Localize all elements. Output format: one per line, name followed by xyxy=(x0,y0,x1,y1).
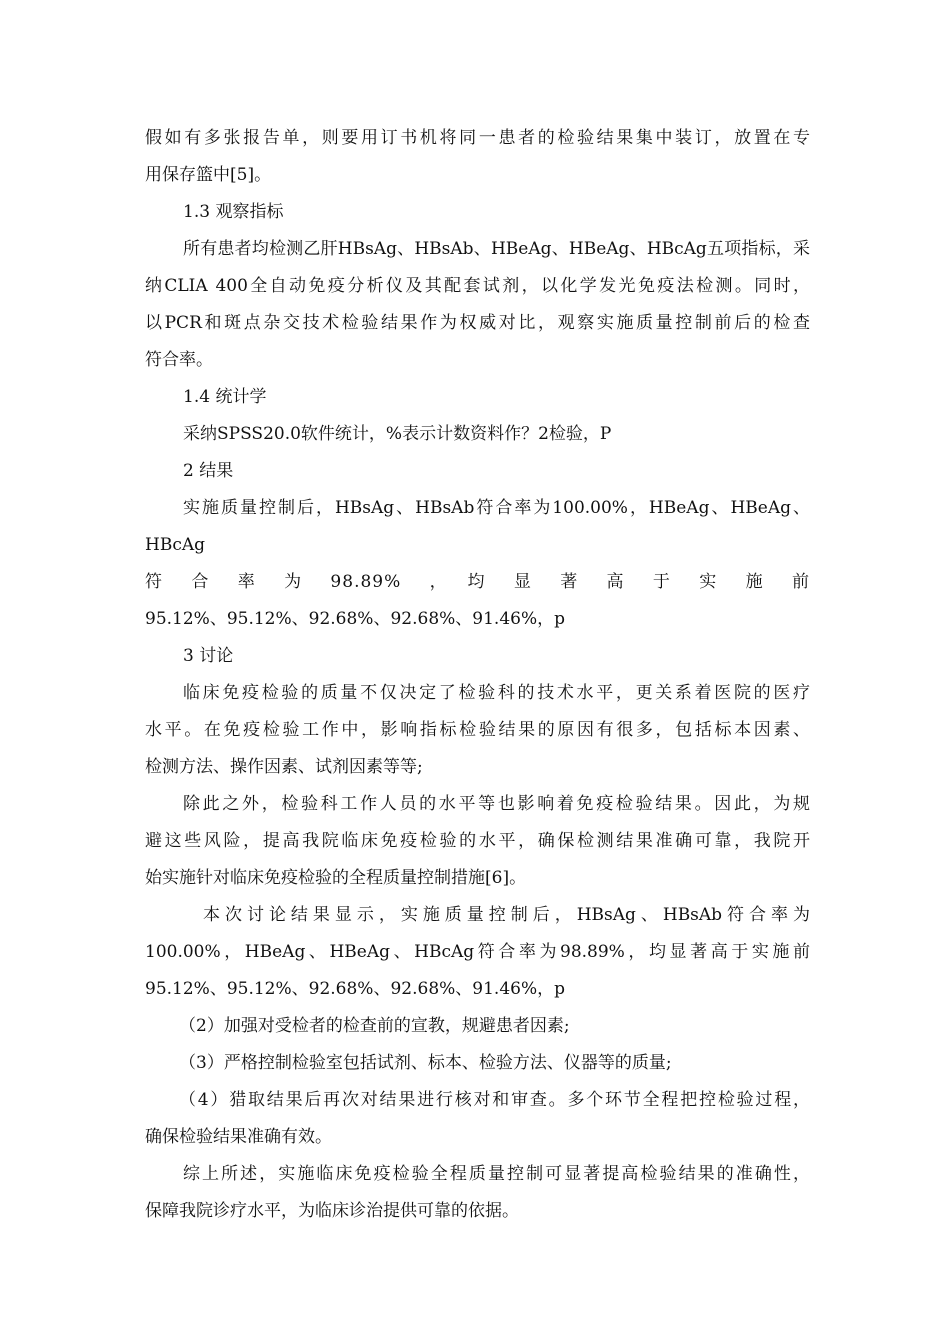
paragraph-report-binding-line1: 假如有多张报告单，则要用订书机将同一患者的检验结果集中装订，放置在专 xyxy=(145,128,810,148)
paragraph-discussion3-line2: 100.00%，HBeAg、HBeAg、HBcAg符合率为98.89%，均显著高于实施前 xyxy=(145,942,810,962)
list-item-3: （3）严格控制检验室包括试剂、标本、检验方法、仪器等的质量; xyxy=(179,1053,672,1073)
paragraph-discussion1-line1: 临床免疫检验的质量不仅决定了检验科的技术水平，更关系着医院的医疗 xyxy=(183,683,810,703)
paragraph-observation-line4: 符合率。 xyxy=(145,350,213,370)
paragraph-results-line1: 实施质量控制后，HBsAg、HBsAb符合率为100.00%，HBeAg、HBeAg、HBcAg xyxy=(145,498,810,555)
list-item-4-line1: （4）猎取结果后再次对结果进行核对和审查。多个环节全程把控检验过程， xyxy=(179,1090,810,1110)
paragraph-conclusion-line2: 保障我院诊疗水平，为临床诊治提供可靠的依据。 xyxy=(145,1201,519,1221)
paragraph-observation-line3: 以PCR和斑点杂交技术检验结果作为权威对比，观察实施质量控制前后的检查 xyxy=(145,313,810,333)
heading-discussion: 3 讨论 xyxy=(183,646,234,666)
paragraph-results-line3: 95.12%、95.12%、92.68%、92.68%、91.46%，p xyxy=(145,609,565,629)
heading-observation-index: 1.3 观察指标 xyxy=(183,202,284,222)
list-item-2: （2）加强对受检者的检查前的宣教，规避患者因素; xyxy=(179,1016,570,1036)
paragraph-report-binding-line2: 用保存篮中[5]。 xyxy=(145,165,272,185)
paragraph-discussion3-line1: 本次讨论结果显示，实施质量控制后，HBsAg、HBsAb符合率为 xyxy=(203,905,810,925)
paragraph-observation-line2: 纳CLIA 400全自动免疫分析仪及其配套试剂，以化学发光免疫法检测。同时， xyxy=(145,276,810,296)
paragraph-conclusion-line1: 综上所述，实施临床免疫检验全程质量控制可显著提高检验结果的准确性， xyxy=(183,1164,810,1184)
paragraph-discussion2-line1: 除此之外，检验科工作人员的水平等也影响着免疫检验结果。因此，为规 xyxy=(183,794,810,814)
heading-statistics: 1.4 统计学 xyxy=(183,387,267,407)
paragraph-observation-line1: 所有患者均检测乙肝HBsAg、HBsAb、HBeAg、HBeAg、HBcAg五项指标，采 xyxy=(183,239,810,259)
paragraph-discussion2-line3: 始实施针对临床免疫检验的全程质量控制措施[6]。 xyxy=(145,868,527,888)
heading-results: 2 结果 xyxy=(183,461,234,481)
paragraph-discussion2-line2: 避这些风险，提高我院临床免疫检验的水平，确保检测结果准确可靠，我院开 xyxy=(145,831,810,851)
paragraph-discussion1-line3: 检测方法、操作因素、试剂因素等等; xyxy=(145,757,423,777)
paragraph-discussion1-line2: 水平。在免疫检验工作中，影响指标检验结果的原因有很多，包括标本因素、 xyxy=(145,720,810,740)
paragraph-statistics: 采纳SPSS20.0软件统计，%表示计数资料作？2检验，P xyxy=(183,424,612,444)
paragraph-results-line2: 符 合 率 为 98.89% ， 均 显 著 高 于 实 施 前 xyxy=(145,572,810,592)
list-item-4-line2: 确保检验结果准确有效。 xyxy=(145,1127,332,1147)
document-body xyxy=(145,120,810,1230)
paragraph-discussion3-line3: 95.12%、95.12%、92.68%、92.68%、91.46%，p xyxy=(145,979,565,999)
